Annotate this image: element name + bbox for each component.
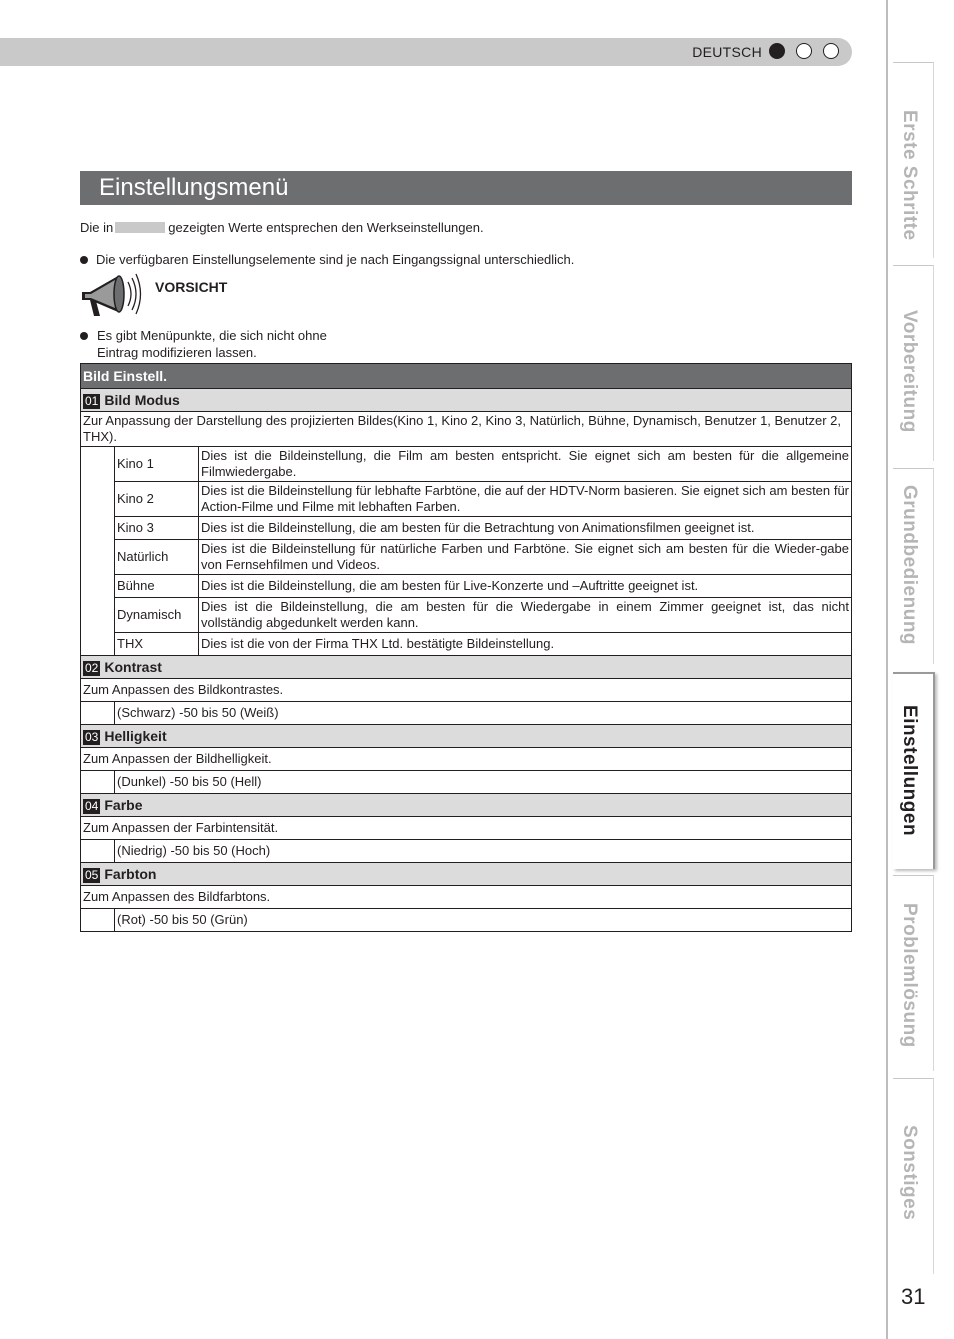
indent-cell (81, 771, 115, 794)
settings-table (80, 363, 852, 932)
item-title: Bild Modus (104, 391, 180, 408)
language-label: DEUTSCH (692, 44, 762, 60)
item-title: Farbton (104, 865, 157, 882)
note-bullet (80, 251, 574, 268)
item-header-row (81, 656, 852, 679)
range-row (81, 771, 852, 794)
page-number: 31 (901, 1284, 926, 1309)
item-description: Zum Anpassen der Farbintensität. (81, 817, 852, 840)
note-text: Die verfügbaren Einstellungselemente sind je nach Eingangssignal unterschiedlich. (96, 252, 575, 267)
side-tab-label[interactable]: Einstellungen (899, 705, 920, 837)
table-row (81, 633, 852, 656)
table-row (81, 517, 852, 540)
table-row (81, 482, 852, 517)
mode-description: Dies ist die von der Firma THX Ltd. bestätigte Bildeinstellung. (199, 633, 852, 656)
indent-cell (81, 447, 115, 656)
indent-cell (81, 840, 115, 863)
range-value: (Rot) -50 bis 50 (Grün) (115, 909, 852, 932)
side-tab-label[interactable]: Grundbedienung (899, 485, 920, 646)
caution-text-line1: Es gibt Menüpunkte, die sich nicht ohne (97, 328, 327, 343)
item-description: Zur Anpassung der Darstellung des projizierten Bildes(Kino 1, Kino 2, Kino 3, Natürlich, Bühne, Dynamisch, Benutzer 1, Benutzer 2, THX). (81, 412, 852, 447)
caution-bullet (80, 327, 327, 361)
range-row (81, 909, 852, 932)
indent-cell (81, 909, 115, 932)
item-header-row (81, 863, 852, 886)
mode-description: Dies ist die Bildeinstellung für natürliche Farben und Farbtöne. Sie eignet sich am besten für die Wieder-gabe von Fernsehfilmen und Videos. (199, 540, 852, 575)
range-row (81, 702, 852, 725)
item-title: Helligkeit (104, 727, 167, 744)
item-number-badge: 01 (85, 393, 99, 408)
mode-description: Dies ist die Bildeinstellung, die am besten für die Wiedergabe in einem Zimmer geeignet ist, das nicht vollständig abgedunkelt werden kann. (199, 598, 852, 633)
caution-label: VORSICHT (155, 279, 228, 295)
section-header-row (81, 364, 852, 389)
mode-description: Dies ist die Bildeinstellung, die am besten für Live-Konzerte und –Auftritte geeignet ist. (199, 575, 852, 598)
side-tab-label[interactable]: Problemlösung (899, 903, 920, 1048)
mode-description: Dies ist die Bildeinstellung, die am besten für die Betrachtung von Animationsfilmen geeignet ist. (199, 517, 852, 540)
mode-name: Bühne (115, 575, 199, 598)
side-tab-label[interactable]: Vorbereitung (899, 310, 920, 433)
item-description-row (81, 886, 852, 909)
mode-description: Dies ist die Bildeinstellung für lebhafte Farbtöne, die auf der HDTV-Norm basieren. Sie eignet sich am besten für Action-Filme und Filme mit lebhaften Farben. (199, 482, 852, 517)
mode-name: Dynamisch (115, 598, 199, 633)
language-dot-icon (769, 43, 785, 59)
table-row (81, 447, 852, 482)
megaphone-icon (78, 268, 144, 329)
mode-name: Natürlich (115, 540, 199, 575)
bullet-icon (80, 256, 88, 264)
language-dot-icon (823, 43, 839, 59)
mode-name: Kino 2 (115, 482, 199, 517)
item-description: Zum Anpassen des Bildkontrastes. (81, 679, 852, 702)
range-row (81, 840, 852, 863)
table-row (81, 540, 852, 575)
side-tab-label[interactable]: Sonstiges (899, 1125, 920, 1221)
item-description-row (81, 679, 852, 702)
default-value-swatch (115, 222, 165, 233)
intro-after: gezeigten Werte entsprechen den Werkseinstellungen. (168, 220, 484, 235)
item-number-badge: 02 (85, 660, 99, 675)
table-row (81, 598, 852, 633)
side-tab-label[interactable]: Erste Schritte (899, 110, 920, 241)
item-number-badge: 04 (85, 798, 99, 813)
mode-name: Kino 1 (115, 447, 199, 482)
mode-name: Kino 3 (115, 517, 199, 540)
indent-cell (81, 702, 115, 725)
page-title: Einstellungsmenü (80, 171, 852, 205)
item-description-row (81, 748, 852, 771)
item-description-row (81, 412, 852, 447)
item-header-row (81, 389, 852, 412)
section-title: Bild Einstell. (81, 364, 852, 389)
header-bar (0, 38, 852, 66)
item-number-badge: 03 (85, 729, 99, 744)
item-title: Farbe (104, 796, 143, 813)
item-number-badge: 05 (85, 867, 99, 882)
item-description: Zum Anpassen der Bildhelligkeit. (81, 748, 852, 771)
item-description-row (81, 817, 852, 840)
mode-description: Dies ist die Bildeinstellung, die Film am besten entspricht. Sie eignet sich am besten für die allgemeine Filmwiedergabe. (199, 447, 852, 482)
caution-text-line2: Eintrag modifizieren lassen. (97, 345, 257, 360)
range-value: (Niedrig) -50 bis 50 (Hoch) (115, 840, 852, 863)
mode-name: THX (115, 633, 199, 656)
range-value: (Dunkel) -50 bis 50 (Hell) (115, 771, 852, 794)
language-dot-icon (796, 43, 812, 59)
intro-before: Die in (80, 220, 114, 235)
table-row (81, 575, 852, 598)
bullet-icon (80, 332, 88, 340)
item-title: Kontrast (104, 658, 162, 675)
side-divider (886, 0, 888, 1339)
item-description: Zum Anpassen des Bildfarbtons. (81, 886, 852, 909)
range-value: (Schwarz) -50 bis 50 (Weiß) (115, 702, 852, 725)
item-header-row (81, 794, 852, 817)
intro-text (80, 220, 484, 235)
item-header-row (81, 725, 852, 748)
